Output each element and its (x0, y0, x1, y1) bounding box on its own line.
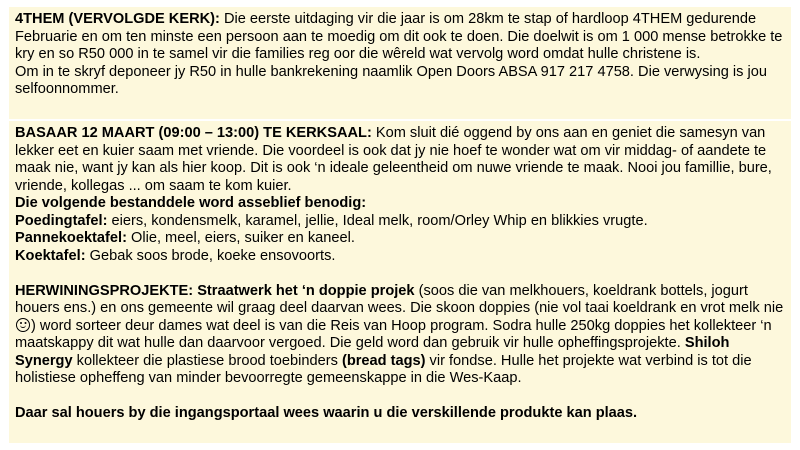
list-item-poedingtafel (15, 213, 785, 231)
herwinning-text-2: ) word sorteer deur dames wat deel is van die Reis van Hoop program. Sodra hulle 250kg doppies het kollekteer ‘n maatskappy dit wat hulle dan daarvoor vergoed. Die geld word dan gebruik vir hulle opheffingsprojekte. (15, 317, 772, 351)
spacer (15, 265, 785, 283)
4them-heading: 4THEM (VERVOLGDE KERK): (15, 11, 220, 27)
item-label: Poedingtafel: (15, 212, 108, 229)
item-text: Olie, meel, eiers, suiker en kaneel. (131, 230, 355, 246)
list-item-pannekoektafel (15, 230, 785, 248)
item-label: Koektafel: (15, 247, 86, 264)
shiloh-label: Shiloh Synergy (15, 335, 730, 369)
item-text: eiers, kondensmelk, karamel, jellie, Ideal melk, room/Orley Whip en blikkies vrugte. (111, 212, 648, 229)
4them-text: Die eerste uitdaging vir die jaar is om 28km te stap of hardloop 4THEM gedurende Februarie en om ten minste een persoon aan te moedig om dit ook te doen. Die doelwit is om 1 000 mense betrokke te kry en so R50 000 in te samel vir die families reg oor die wêreld wat vervolg word omdat hulle christene is. (15, 11, 783, 62)
notice-4them (9, 7, 791, 119)
needed-heading: Die volgende bestanddele word asseblief benodig: (15, 195, 367, 211)
herwinning-subheading: Straatwerk het ‘n doppie projek (197, 282, 415, 299)
bread-tags: (bread tags) (341, 352, 426, 369)
herwinning-paragraph (15, 283, 785, 388)
basaar-text: Kom sluit dié oggend by ons aan en geniet die samesyn van lekker eet en kuier saam met vriende. Die voordeel is ook dat jy nie hoef te wonder wat om vir middag- of aandete te maak nie, want jy kan als hier koop. Dit is ook ‘n ideale geleentheid om nuwe vriende te maak. Nooi jou famillie, bure, vriende, kollegas ... om saam te kom kuier. (15, 125, 772, 194)
shiloh-text-1: kollekteer die plastiese brood toebinders (76, 352, 338, 369)
item-label: Pannekoektafel: (15, 230, 127, 246)
spacer (15, 388, 785, 406)
4them-paragraph (15, 11, 785, 64)
basaar-paragraph (15, 125, 785, 195)
list-item-koektafel (15, 248, 785, 266)
shiloh-text-2: vir fondse. Hulle het projekte wat verbind is tot die holistiese opheffeng van minder bevoorregte gemeenskappe in die Wes-Kaap. (15, 352, 752, 386)
herwinning-heading: HERWININGSPROJEKTE: (15, 282, 194, 299)
smiley-face-icon (16, 318, 30, 332)
4them-deposit-text: Om in te skryf deponeer jy R50 in hulle bankrekening naamlik Open Doors ABSA 917 217 4758. Die verwysing is jou selfoonnommer. (15, 63, 767, 97)
notice-main (9, 121, 791, 443)
closing-paragraph: Daar sal houers by die ingangsportaal wees waarin u die verskillende produkte kan plaas. (15, 405, 638, 421)
item-text: Gebak soos brode, koeke ensovoorts. (89, 247, 336, 264)
herwinning-text-1: (soos die van melkhouers, koeldrank bottels, jogurt houers ens.) en ons gemeente wil graag deel daarvan wees. Die skoon doppies (nie vol taai koeldrank en vrot melk nie (15, 282, 784, 316)
basaar-heading: BASAAR 12 MAART (09:00 – 13:00) TE KERKSAAL: (15, 125, 372, 141)
